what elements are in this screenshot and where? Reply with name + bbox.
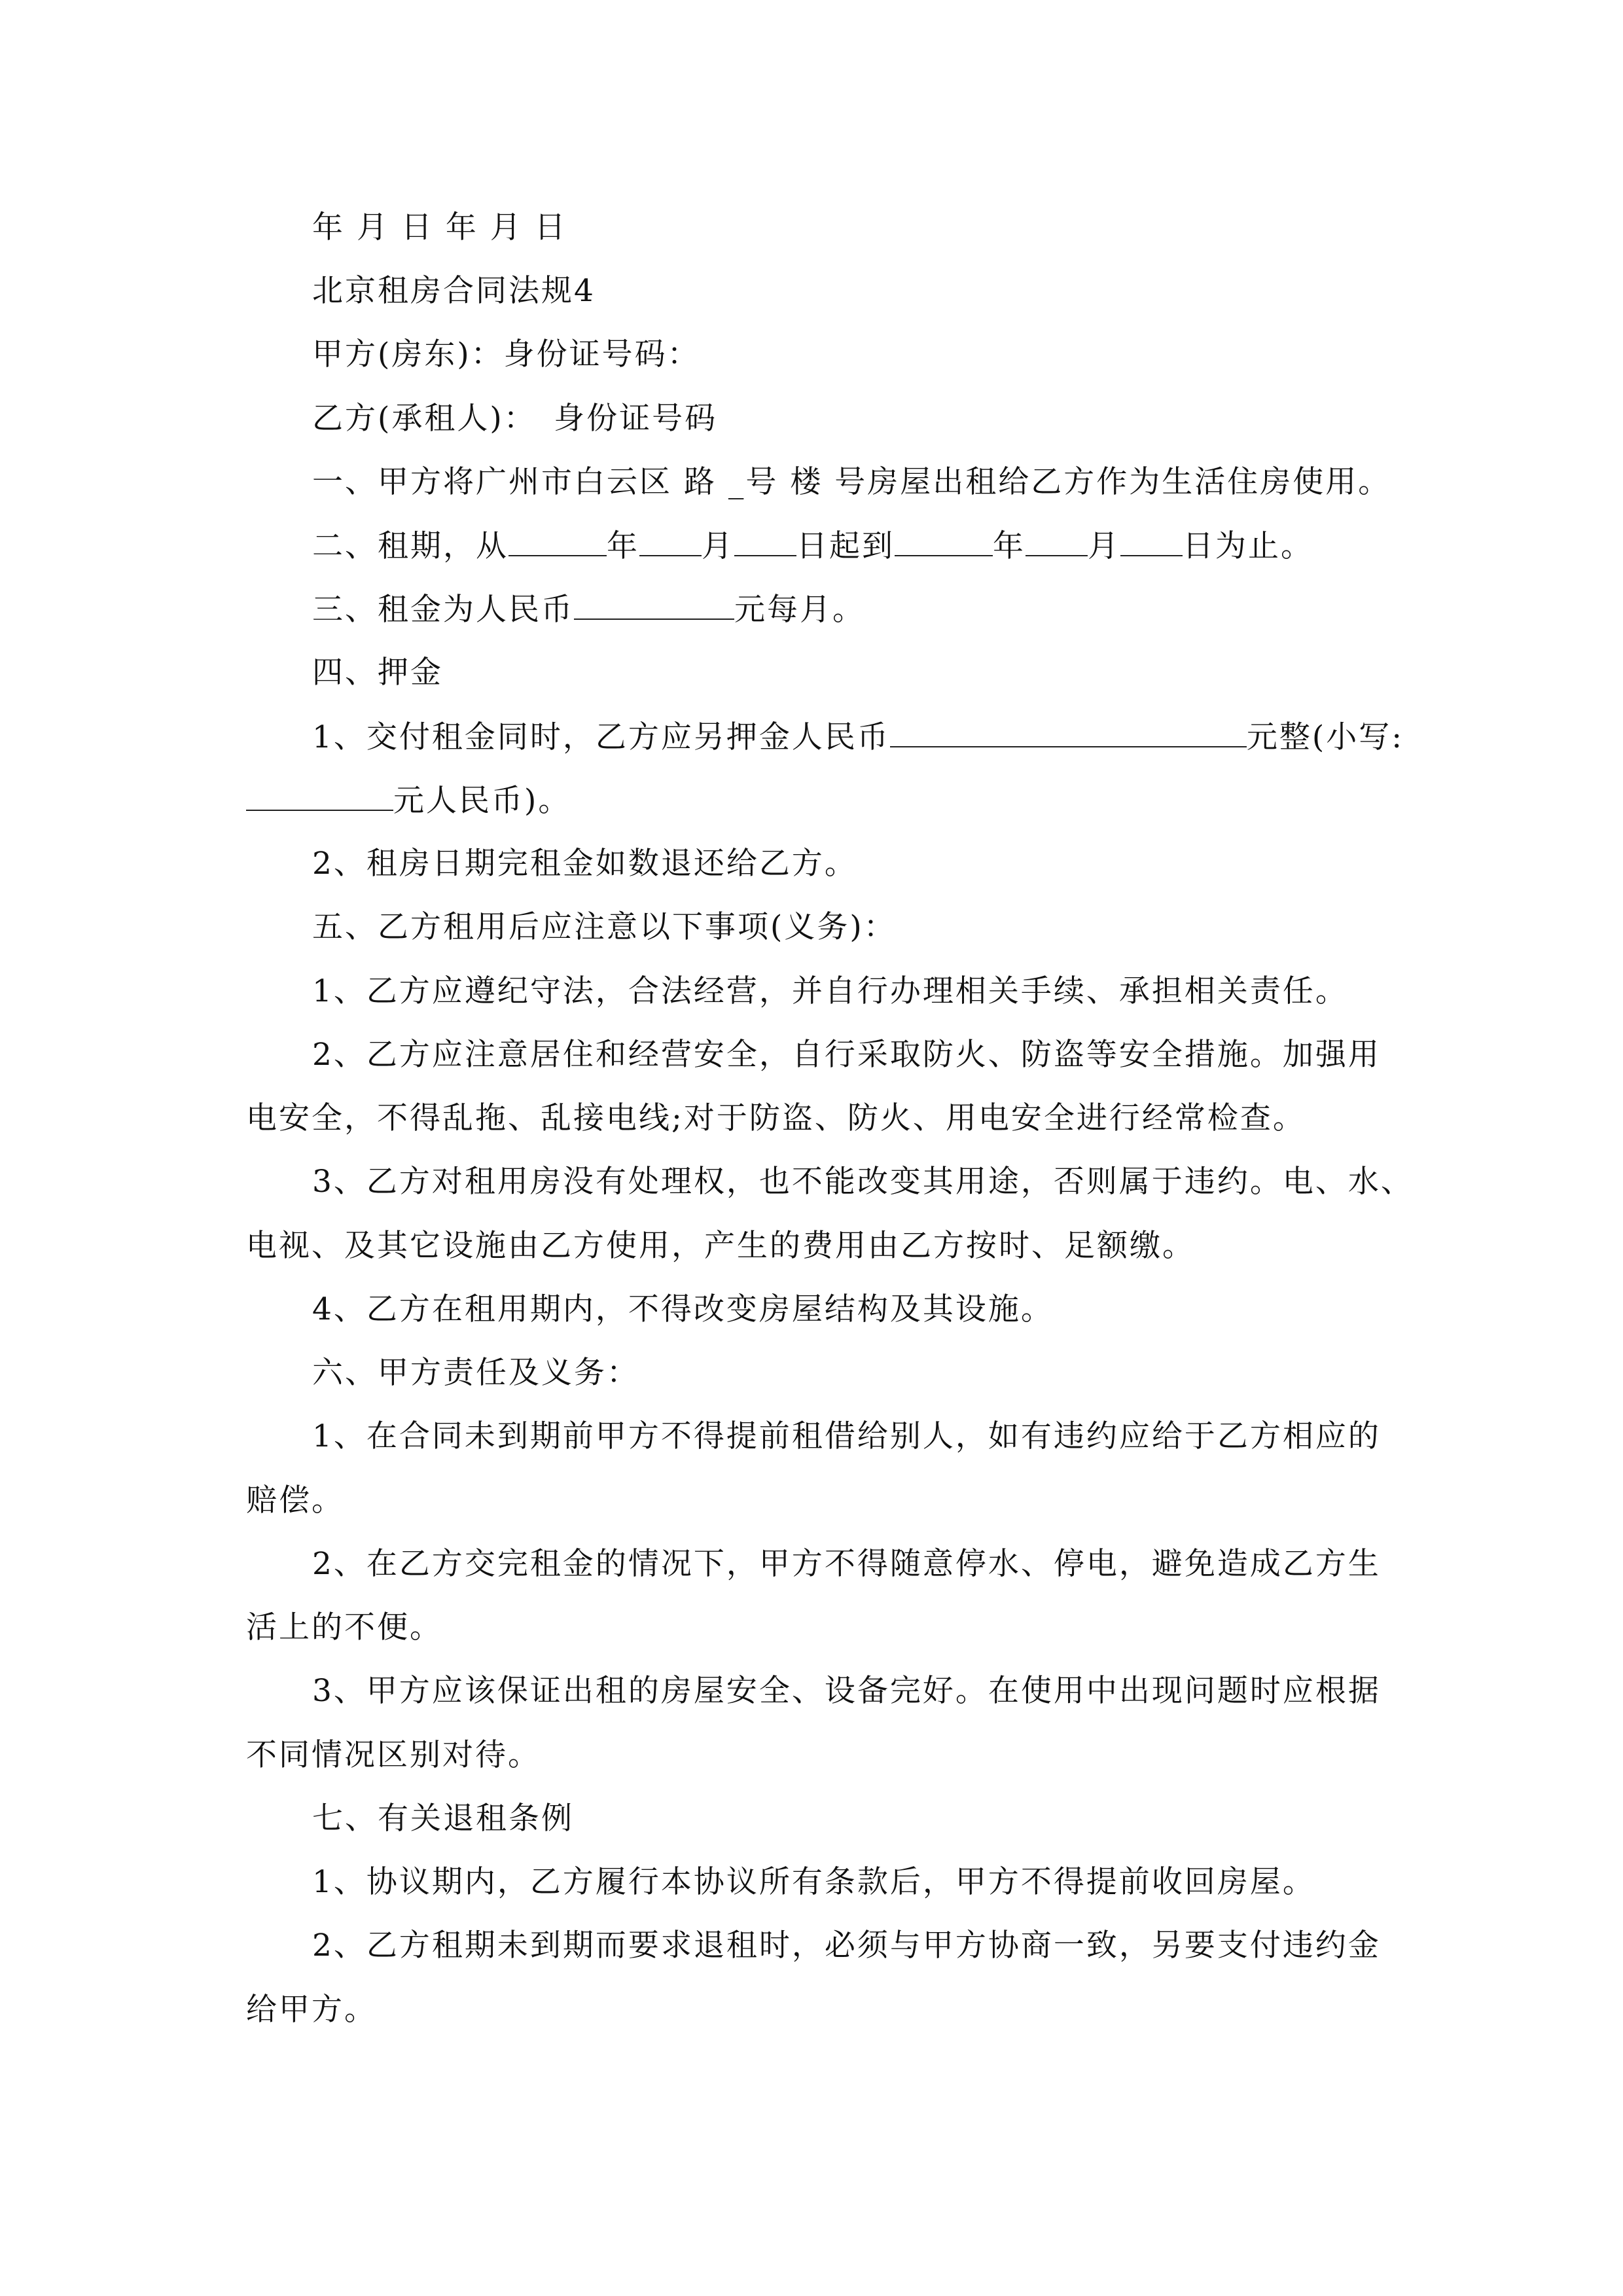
clause-7-title: 七、有关退租条例 (312, 1801, 574, 1837)
clause-4-1-part: 元整(小写: (1246, 719, 1404, 755)
clause-6-title: 六、甲方责任及义务： (312, 1355, 639, 1391)
clause-3-part: 元每月。 (734, 592, 865, 628)
clause-7-2: 2、乙方租期未到期而要求退租时，必须与甲方协商一致，另要支付违约金 (312, 1928, 1381, 1964)
blank-line (639, 526, 702, 556)
clause-6-2-cont: 活上的不便。 (246, 1609, 442, 1645)
clause-5-3-cont: 电视、及其它设施由乙方使用，产生的费用由乙方按时、足额缴。 (246, 1228, 1195, 1264)
clause-6-3-cont: 不同情况区别对待。 (246, 1737, 541, 1773)
blank-line (574, 590, 734, 620)
clause-2-part: 二、租期，从 (312, 528, 508, 564)
party-b-line: 乙方(承租人)： 身份证号码 (312, 401, 718, 437)
document-title: 北京租房合同法规4 (312, 273, 596, 309)
clause-2-part: 日起到 (796, 528, 895, 564)
clause-7-1: 1、协议期内，乙方履行本协议所有条款后，甲方不得提前收回房屋。 (312, 1864, 1315, 1900)
clause-5-2-cont: 电安全，不得乱拖、乱接电线;对于防盗、防火、用电安全进行经常检查。 (246, 1100, 1306, 1136)
date-line: 年 月 日 年 月 日 (312, 209, 567, 245)
blank-line (1120, 526, 1183, 556)
blank-line (895, 526, 993, 556)
clause-4-2: 2、租房日期完租金如数退还给乙方。 (312, 846, 857, 882)
blank-line (734, 526, 796, 556)
clause-2-part: 月 (702, 528, 734, 564)
clause-4-1-part: 元人民币)。 (393, 783, 571, 819)
blank-line (890, 717, 1247, 747)
blank-line (1026, 526, 1088, 556)
clause-5-3: 3、乙方对租用房没有处理权，也不能改变其用途，否则属于违约。电、水、 (312, 1164, 1414, 1200)
clause-5-2: 2、乙方应注意居住和经营安全，自行采取防火、防盗等安全措施。加强用 (312, 1037, 1381, 1073)
clause-2 (312, 526, 1313, 566)
clause-5-title: 五、乙方租用后应注意以下事项(义务)： (312, 909, 897, 945)
clause-2-part: 年 (993, 528, 1026, 564)
clause-3 (312, 590, 865, 630)
clause-5-1: 1、乙方应遵纪守法，合法经营，并自行办理相关手续、承担相关责任。 (312, 973, 1348, 1009)
clause-5-4: 4、乙方在租用期内，不得改变房屋结构及其设施。 (312, 1291, 1054, 1327)
clause-4-1 (312, 717, 1404, 757)
clause-2-part: 月 (1088, 528, 1120, 564)
clause-1: 一、甲方将广州市白云区 路 _号 楼 号房屋出租给乙方作为生活住房使用。 (312, 464, 1391, 500)
clause-4-1-cont (246, 781, 571, 821)
clause-4-1-part: 1、交付租金同时，乙方应另押金人民币 (312, 719, 890, 755)
clause-2-part: 年 (607, 528, 639, 564)
clause-6-3: 3、甲方应该保证出租的房屋安全、设备完好。在使用中出现问题时应根据 (312, 1673, 1381, 1709)
clause-6-1-cont: 赔偿。 (246, 1482, 344, 1518)
clause-4-title: 四、押金 (312, 655, 443, 691)
clause-2-part: 日为止。 (1183, 528, 1313, 564)
blank-line (508, 526, 607, 556)
party-a-line: 甲方(房东)：身份证号码： (312, 336, 700, 372)
clause-3-part: 三、租金为人民币 (312, 592, 574, 628)
blank-line (246, 781, 393, 811)
clause-6-2: 2、在乙方交完租金的情况下，甲方不得随意停水、停电，避免造成乙方生 (312, 1546, 1381, 1582)
clause-7-2-cont: 给甲方。 (246, 1992, 377, 2028)
clause-6-1: 1、在合同未到期前甲方不得提前租借给别人，如有违约应给于乙方相应的 (312, 1418, 1381, 1454)
